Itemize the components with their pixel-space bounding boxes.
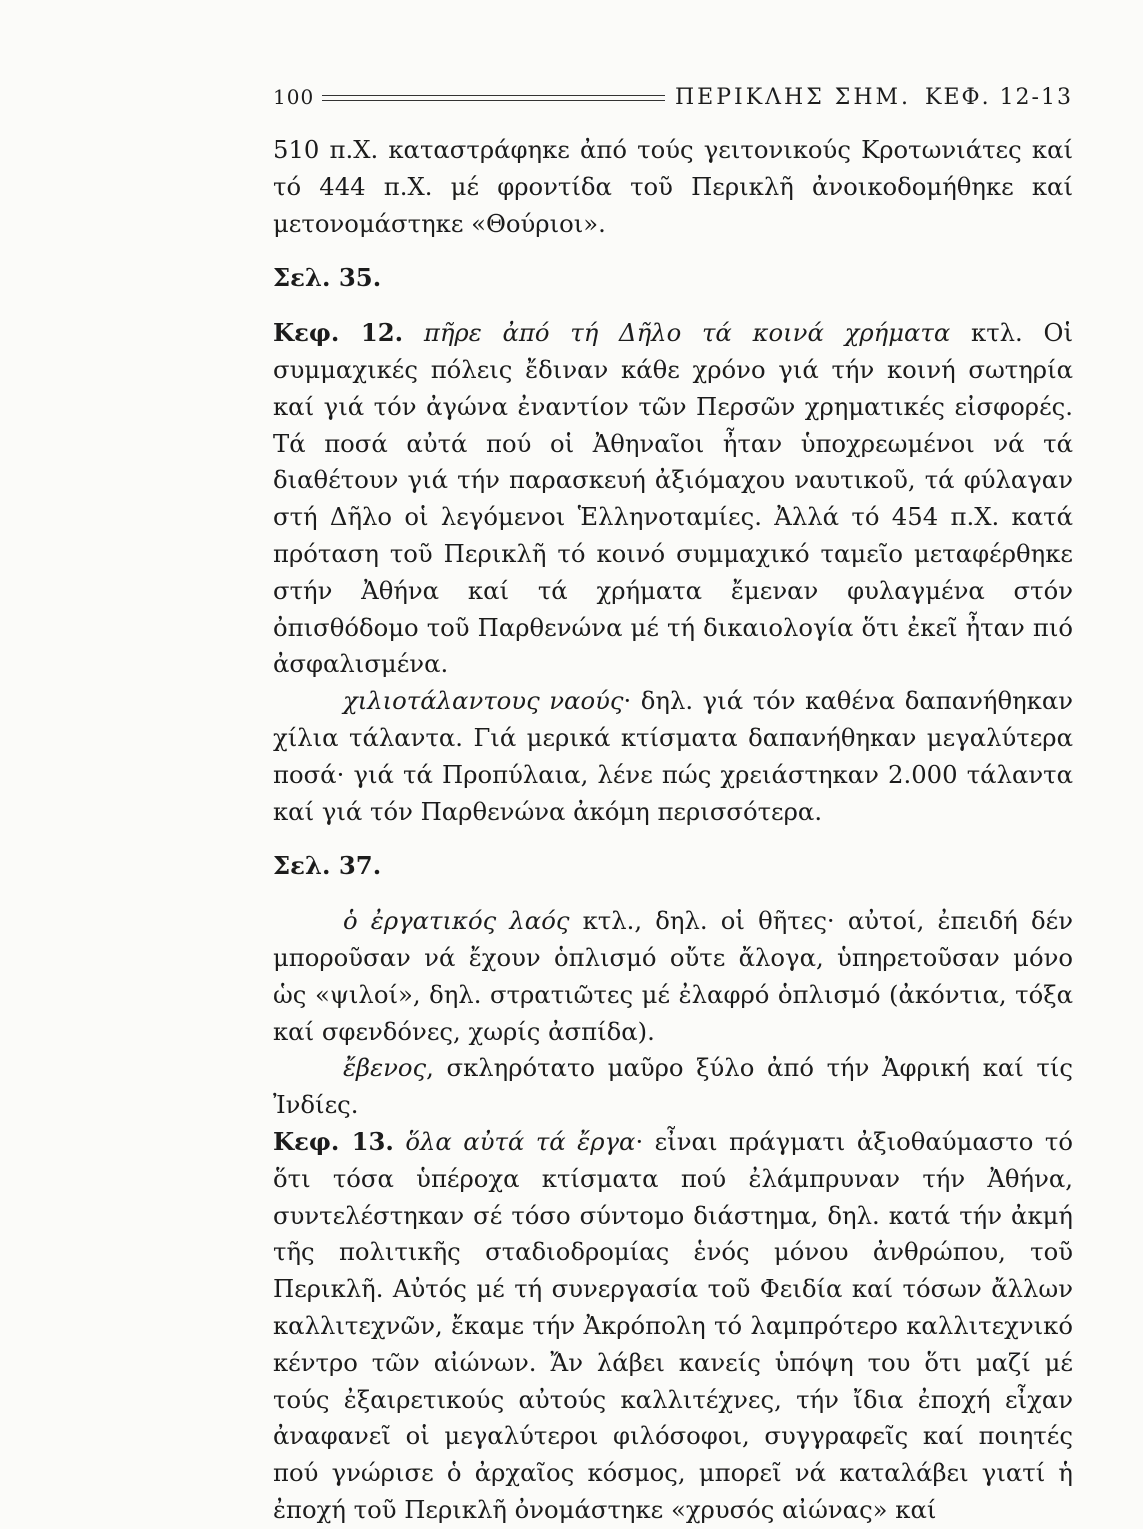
page [273, 82, 1073, 1529]
paragraph-text: · εἶναι πράγματι ἀξιοθαύμαστο τό ὅτι τόσα ὑπέροχα κτίσματα πού ἐλάμπρυναν τήν Ἀθήνα, συντελέστηκαν σέ τόσο σύντομο διάστημα, δηλ. κατά τήν ἀκμή τῆς πολιτικῆς σταδιοδρομίας ἑνός μόνου ἀνθρώπου, τοῦ Περικλῆ. Αὐτός μέ τή συνεργασία τοῦ Φειδία καί τόσων ἄλλων καλλιτεχνῶν, ἔκαμε τήν Ἀκρόπολη τό λαμπρότερο καλλιτεχνικό κέντρο τῶν αἰώνων. Ἄν λάβει κανείς ὑπόψη του ὅτι μαζί μέ τούς ἐξαιρετικούς αὐτούς καλλιτέχνες, τήν ἴδια ἐποχή εἶχαν ἀναφανεῖ οἱ μεγαλύτεροι φιλόσοφοι, συγγραφεῖς καί ποιητές πού γνώρισε ὁ ἀρχαῖος κόσμος, μπορεῖ νά καταλάβει γιατί ἡ ἐποχή τοῦ Περικλῆ ὀνομάστηκε «χρυσός αἰώνας» καί [273, 1126, 1074, 1524]
quoted-phrase: ὅλα αὐτά τά ἔργα [405, 1126, 636, 1156]
paragraph-kef-12 [273, 315, 1073, 683]
paragraph-evenos [273, 1050, 1073, 1124]
paragraph-text: · δηλ. γιά τόν καθένα δαπανήθηκαν χίλια τάλαντα. Γιά μερικά κτίσματα δαπανήθηκαν μεγαλύτερα ποσά· γιά τά Προπύλαια, λένε πώς χρειάστηκαν 2.000 τάλαντα καί γιά τόν Παρθενώνα ἀκόμη περισσότερα. [273, 686, 1073, 826]
header-rule [322, 95, 665, 101]
running-header [273, 82, 1073, 112]
chapter-label-13: Κεφ. 13. [273, 1126, 394, 1156]
page-number: 100 [273, 85, 315, 109]
chapter-label-12: Κεφ. 12. [273, 318, 404, 348]
header-chapter-ref: ΚΕΦ. 12-13 [925, 84, 1073, 110]
section-heading-37: Σελ. 37. [273, 851, 382, 881]
header-title: ΠΕΡΙΚΛΗΣ ΣΗΜ. [674, 84, 912, 110]
quoted-phrase: ὁ ἐργατικός λαός [343, 906, 570, 936]
paragraph-kef-13 [273, 1124, 1073, 1529]
paragraph-naous [273, 683, 1073, 830]
paragraph-laos [273, 903, 1073, 1050]
quoted-phrase: ἔβενος [343, 1053, 427, 1083]
page-body [273, 132, 1073, 1529]
quoted-phrase: πῆρε ἀπό τή Δῆλο τά κοινά χρήματα [423, 318, 951, 348]
paragraph-text: κτλ., δηλ. οἱ θῆτες· αὐτοί, ἐπειδή δέν μποροῦσαν νά ἔχουν ὁπλισμό οὔτε ἄλογα, ὑπηρετοῦσαν μόνο ὡς «ψιλοί», δηλ. στρατιῶτες μέ ἐλαφρό ὁπλισμό (ἀκόντια, τόξα καί σφενδόνες, χωρίς ἀσπίδα). [273, 906, 1073, 1046]
paragraph-thourioi: 510 π.Χ. καταστράφηκε ἀπό τούς γειτονικούς Κροτωνιάτες καί τό 444 π.Χ. μέ φροντίδα τοῦ Περικλῆ ἀνοικοδομήθηκε καί μετονομάστηκε «Θούριοι». [273, 135, 1073, 238]
paragraph-text: κτλ. Οἱ συμμαχικές πόλεις ἔδιναν κάθε χρόνο γιά τήν κοινή σωτηρία καί γιά τόν ἀγώνα ἐναντίον τῶν Περσῶν χρηματικές εἰσφορές. Τά ποσά αὐτά πού οἱ Ἀθηναῖοι ἦταν ὑποχρεωμένοι νά τά διαθέτουν γιά τήν παρασκευή ἀξιόμαχου ναυτικοῦ, τά φύλαγαν στή Δῆλο οἱ λεγόμενοι Ἑλληνοταμίες. Ἀλλά τό 454 π.Χ. κατά πρόταση τοῦ Περικλῆ τό κοινό συμμαχικό ταμεῖο μεταφέρθηκε στήν Ἀθήνα καί τά χρήματα ἔμεναν φυλαγμένα στόν ὀπισθόδομο τοῦ Παρθενώνα μέ τή δικαιολογία ὅτι ἐκεῖ ἦταν πιό ἀσφαλισμένα. [273, 318, 1073, 679]
section-heading-35: Σελ. 35. [273, 263, 382, 293]
paragraph-text: , σκληρότατο μαῦρο ξύλο ἀπό τήν Ἀφρική καί τίς Ἰνδίες. [273, 1053, 1073, 1120]
quoted-phrase: χιλιοτάλαντους ναούς [343, 686, 624, 716]
